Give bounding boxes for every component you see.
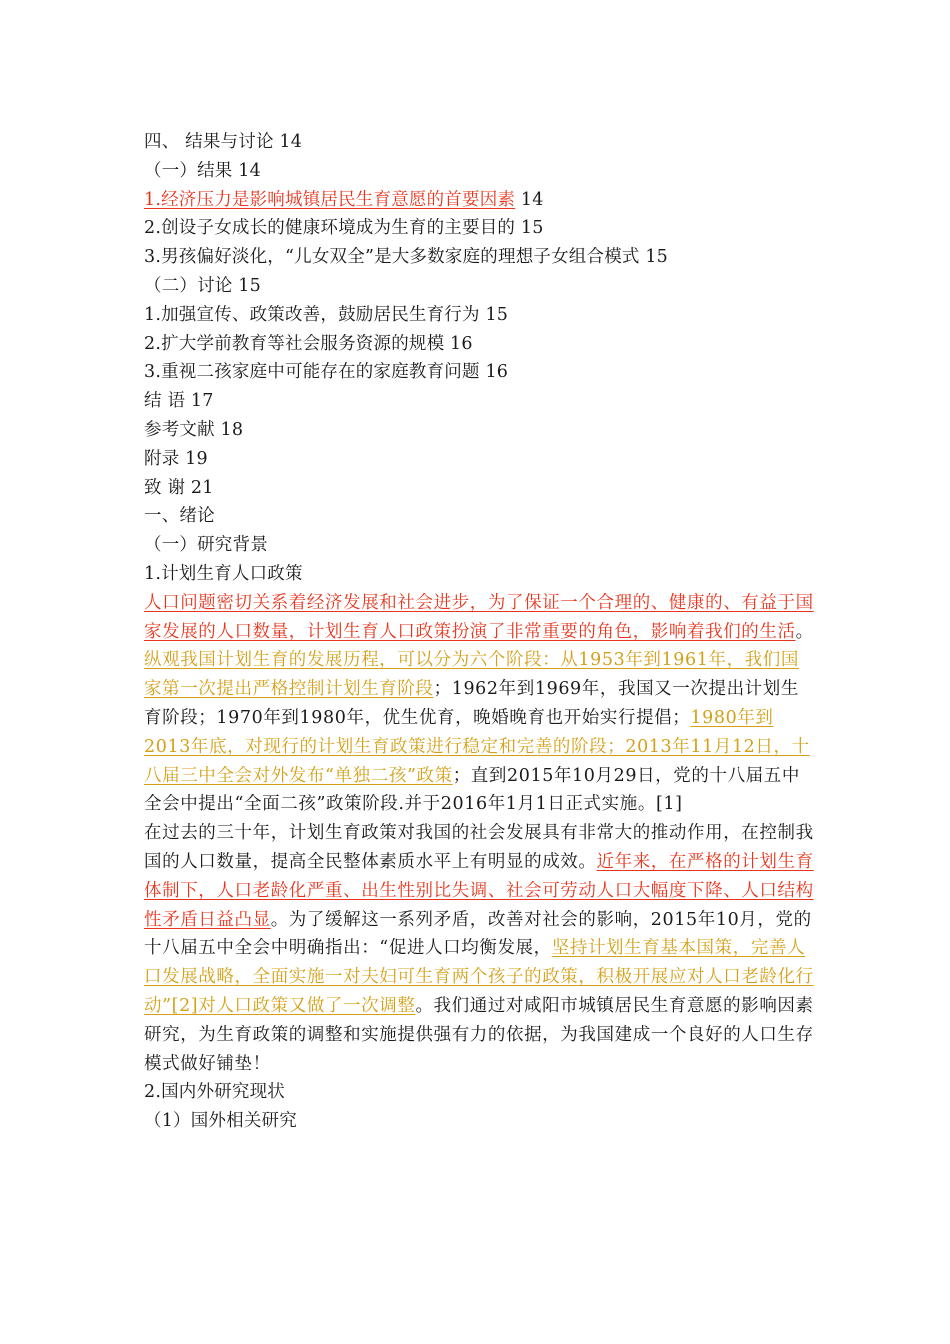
paragraph-text: 。我们通过对咸阳市城镇居民生育意愿的影响因素研究，为生育政策的调整和实施提供强有力的依据，为我国建成一个良好的人口生存模式做好铺垫！ bbox=[144, 995, 814, 1074]
toc-line: 附录 19 bbox=[144, 448, 208, 469]
subsection-heading: 2.国内外研究现状 bbox=[144, 1082, 285, 1103]
paragraph-policy-history bbox=[144, 646, 814, 819]
toc-line: 致 谢 21 bbox=[144, 477, 214, 498]
highlighted-text: 近年来，在严格的计划生育体制下，人口老龄化严重、出生性别比失调、社会可劳动人口大幅度下降、人口结构性矛盾日益凸显 bbox=[144, 851, 814, 930]
paragraph-text: 在过去的三十年，计划生育政策对我国的社会发展具有非常大的推动作用，在控制我国的人口数量，提高全民整体素质水平上有明显的成效。 bbox=[144, 823, 814, 872]
paragraph-population-issue bbox=[144, 589, 814, 647]
section-heading: （一）研究背景 bbox=[144, 535, 268, 556]
toc-line: 1.加强宣传、政策改善，鼓励居民生育行为 15 bbox=[144, 304, 509, 325]
paragraph-text: ；1962年到1969年，我国又一次提出计划生育阶段；1970年到1980年，优生优育，晚婚晚育也开始实行提倡； bbox=[144, 679, 799, 728]
paragraph-text: ；直到2015年10月29日，党的十八届五中全会中提出“全面二孩”政策阶段.并于2016年1月1日正式实施。[1] bbox=[144, 765, 800, 815]
toc-line: 3.重视二孩家庭中可能存在的家庭教育问题 16 bbox=[144, 362, 509, 383]
toc-line: （一）结果 14 bbox=[144, 160, 261, 181]
highlighted-text: 1.经济压力是影响城镇居民生育意愿的首要因素 bbox=[144, 189, 516, 210]
toc-line: 2.创设子女成长的健康环境成为生育的主要目的 15 bbox=[144, 218, 544, 239]
toc-line: 2.扩大学前教育等社会服务资源的规模 16 bbox=[144, 333, 473, 354]
highlighted-text: 纵观我国计划生育的发展历程，可以分为六个阶段：从1953年到1961年，我们国家第一次提出严格控制计划生育阶段 bbox=[144, 650, 799, 700]
paragraph-text: 。 bbox=[795, 621, 814, 642]
document-page bbox=[144, 128, 814, 1136]
toc-line: 参考文献 18 bbox=[144, 419, 244, 440]
toc-line bbox=[144, 186, 814, 215]
subsection-heading: 1.计划生育人口政策 bbox=[144, 563, 303, 584]
toc-line: （二）讨论 15 bbox=[144, 275, 261, 296]
highlighted-text: 1980年到2013年底，对现行的计划生育政策进行稳定和完善的阶段；2013年11月12日，十八届三中全会对外发布“单独二孩”政策 bbox=[144, 707, 810, 786]
toc-page-number: 14 bbox=[515, 189, 544, 210]
highlighted-text: 人口问题密切关系着经济发展和社会进步，为了保证一个合理的、健康的、有益于国家发展的人口数量，计划生育人口政策扮演了非常重要的角色，影响着我们的生活 bbox=[144, 592, 814, 642]
subsubsection-heading: （1）国外相关研究 bbox=[144, 1111, 297, 1132]
paragraph-policy-impact bbox=[144, 819, 814, 1078]
paragraph-text: 。为了缓解这一系列矛盾，改善对社会的影响，2015年10月，党的十八届五中全会中明确指出：“促进人口均衡发展， bbox=[144, 909, 812, 959]
highlighted-text: 坚持计划生育基本国策，完善人口发展战略，全面实施一对夫妇可生育两个孩子的政策，积极开展应对人口老龄化行动”[2]对人口政策又做了一次调整 bbox=[144, 938, 814, 1016]
toc-line: 结 语 17 bbox=[144, 391, 214, 412]
toc-line: 3.男孩偏好淡化，“儿女双全”是大多数家庭的理想子女组合模式 15 bbox=[144, 247, 669, 268]
toc-line: 四、 结果与讨论 14 bbox=[144, 132, 303, 152]
chapter-heading: 一、绪论 bbox=[144, 506, 215, 527]
